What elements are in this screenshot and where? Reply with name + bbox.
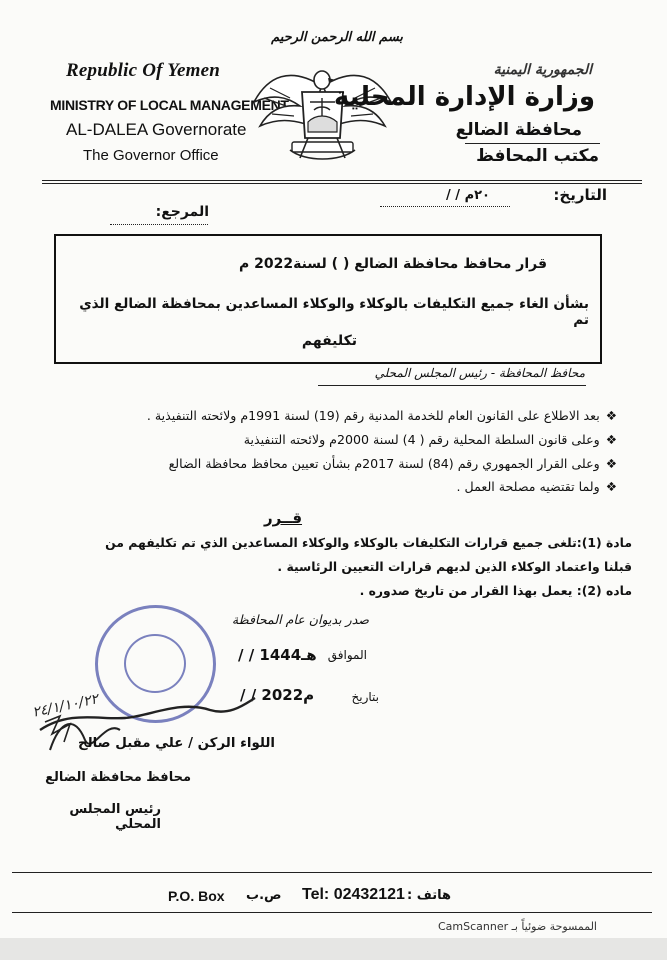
decision-title: قرار محافظ محافظة الضالع ( ) لسنة2022 م	[238, 256, 547, 272]
footer-tel: Tel: 02432121	[302, 886, 405, 903]
ref-dots	[110, 224, 208, 225]
header-rule-top	[42, 180, 642, 181]
decree-word: قــرر	[263, 509, 303, 527]
ref-label: المرجع:	[155, 204, 209, 220]
issuer-underline	[318, 385, 586, 386]
header-office-ar: مكتب المحافظ	[476, 146, 599, 166]
greg-value: / / 2022م	[240, 686, 315, 704]
date-value: / / ٢٠م	[446, 188, 490, 203]
greg-label: بتاريخ	[351, 690, 379, 704]
date-dots	[380, 206, 510, 207]
header-governorate-en: AL-DALEA Governorate	[66, 120, 247, 139]
article-2: ماده (2): يعمل بهذا القرار من تاريخ صدوره .	[359, 583, 632, 598]
header-ministry-ar: وزارة الإدارة المحلية	[333, 82, 595, 112]
date-label: التاريخ:	[553, 186, 607, 204]
header-republic-ar: الجمهورية اليمنية	[493, 62, 592, 78]
header-republic-en: Republic Of Yemen	[66, 60, 220, 81]
hijri-label: الموافق	[327, 648, 367, 662]
footer-po-box-ar: ص.ب	[246, 888, 282, 903]
header-rule-bottom	[42, 183, 642, 184]
signatory-title-2: رئيس المجلس المحلي	[69, 802, 161, 832]
issued-at: صدر بديوان عام المحافظة	[231, 612, 369, 627]
handwritten-date: ٢٤/١/١٠/٢٢	[31, 691, 100, 721]
preamble-item-1: ❖ بعد الاطلاع على القانون العام للخدمة المدنية رقم (19) لسنة 1991م ولائحته التنفيذية .	[57, 408, 617, 423]
decision-subject-line1: بشأن الغاء جميع التكليفات بالوكلاء والوكلاء المساعدين بمحافظة الضالع الذي تم	[79, 296, 589, 328]
scanner-note: الممسوحة ضوئياً بـ CamScanner	[437, 920, 597, 933]
header-underline	[465, 143, 600, 144]
preamble-item-4: ❖ ولما تقتضيه مصلحة العمل .	[57, 479, 617, 494]
preamble-item-3: ❖ وعلى القرار الجمهوري رقم (84) لسنة 2017م بشأن تعيين محافظ محافظة الضالع	[57, 456, 617, 471]
signatory-title-1: محافظ محافظة الضالع	[45, 770, 191, 785]
footer-tel-ar: هاتف :	[407, 888, 451, 903]
preamble-item-2: ❖ وعلى قانون السلطة المحلية رقم ( 4) لسنة 2000م ولائحته التنفيذية	[57, 432, 617, 447]
footer-rule	[12, 872, 652, 873]
header-ministry-en: MINISTRY OF LOCAL MANAGEMENT	[50, 97, 289, 113]
yemen-emblem-icon	[250, 58, 395, 168]
hijri-value: / / 1444هـ	[238, 646, 317, 664]
decision-subject-line2: تكليفهم	[301, 333, 357, 349]
header-office-en: The Governor Office	[83, 147, 219, 164]
basmala: بسم الله الرحمن الرحيم	[271, 30, 403, 45]
footer-po-box: P.O. Box	[168, 888, 225, 904]
article-1-line2: قبلنا واعتماد الوكلاء الذين لديهم قرارات التعيين الرئاسية .	[277, 559, 632, 574]
signatory-name: اللواء الركن / علي مقبل صالح	[77, 736, 275, 751]
issuer-line: محافظ المحافظة - رئيس المجلس المحلي	[374, 366, 585, 380]
bottom-strip	[0, 938, 667, 960]
footer-rule-bottom	[12, 912, 652, 913]
article-1-line1: مادة (1):تلغى جميع قرارات التكليفات بالوكلاء والوكلاء المساعدين الذي تم تكليفهم من	[105, 535, 632, 550]
header-governorate-ar: محافظة الضالع	[455, 120, 582, 140]
